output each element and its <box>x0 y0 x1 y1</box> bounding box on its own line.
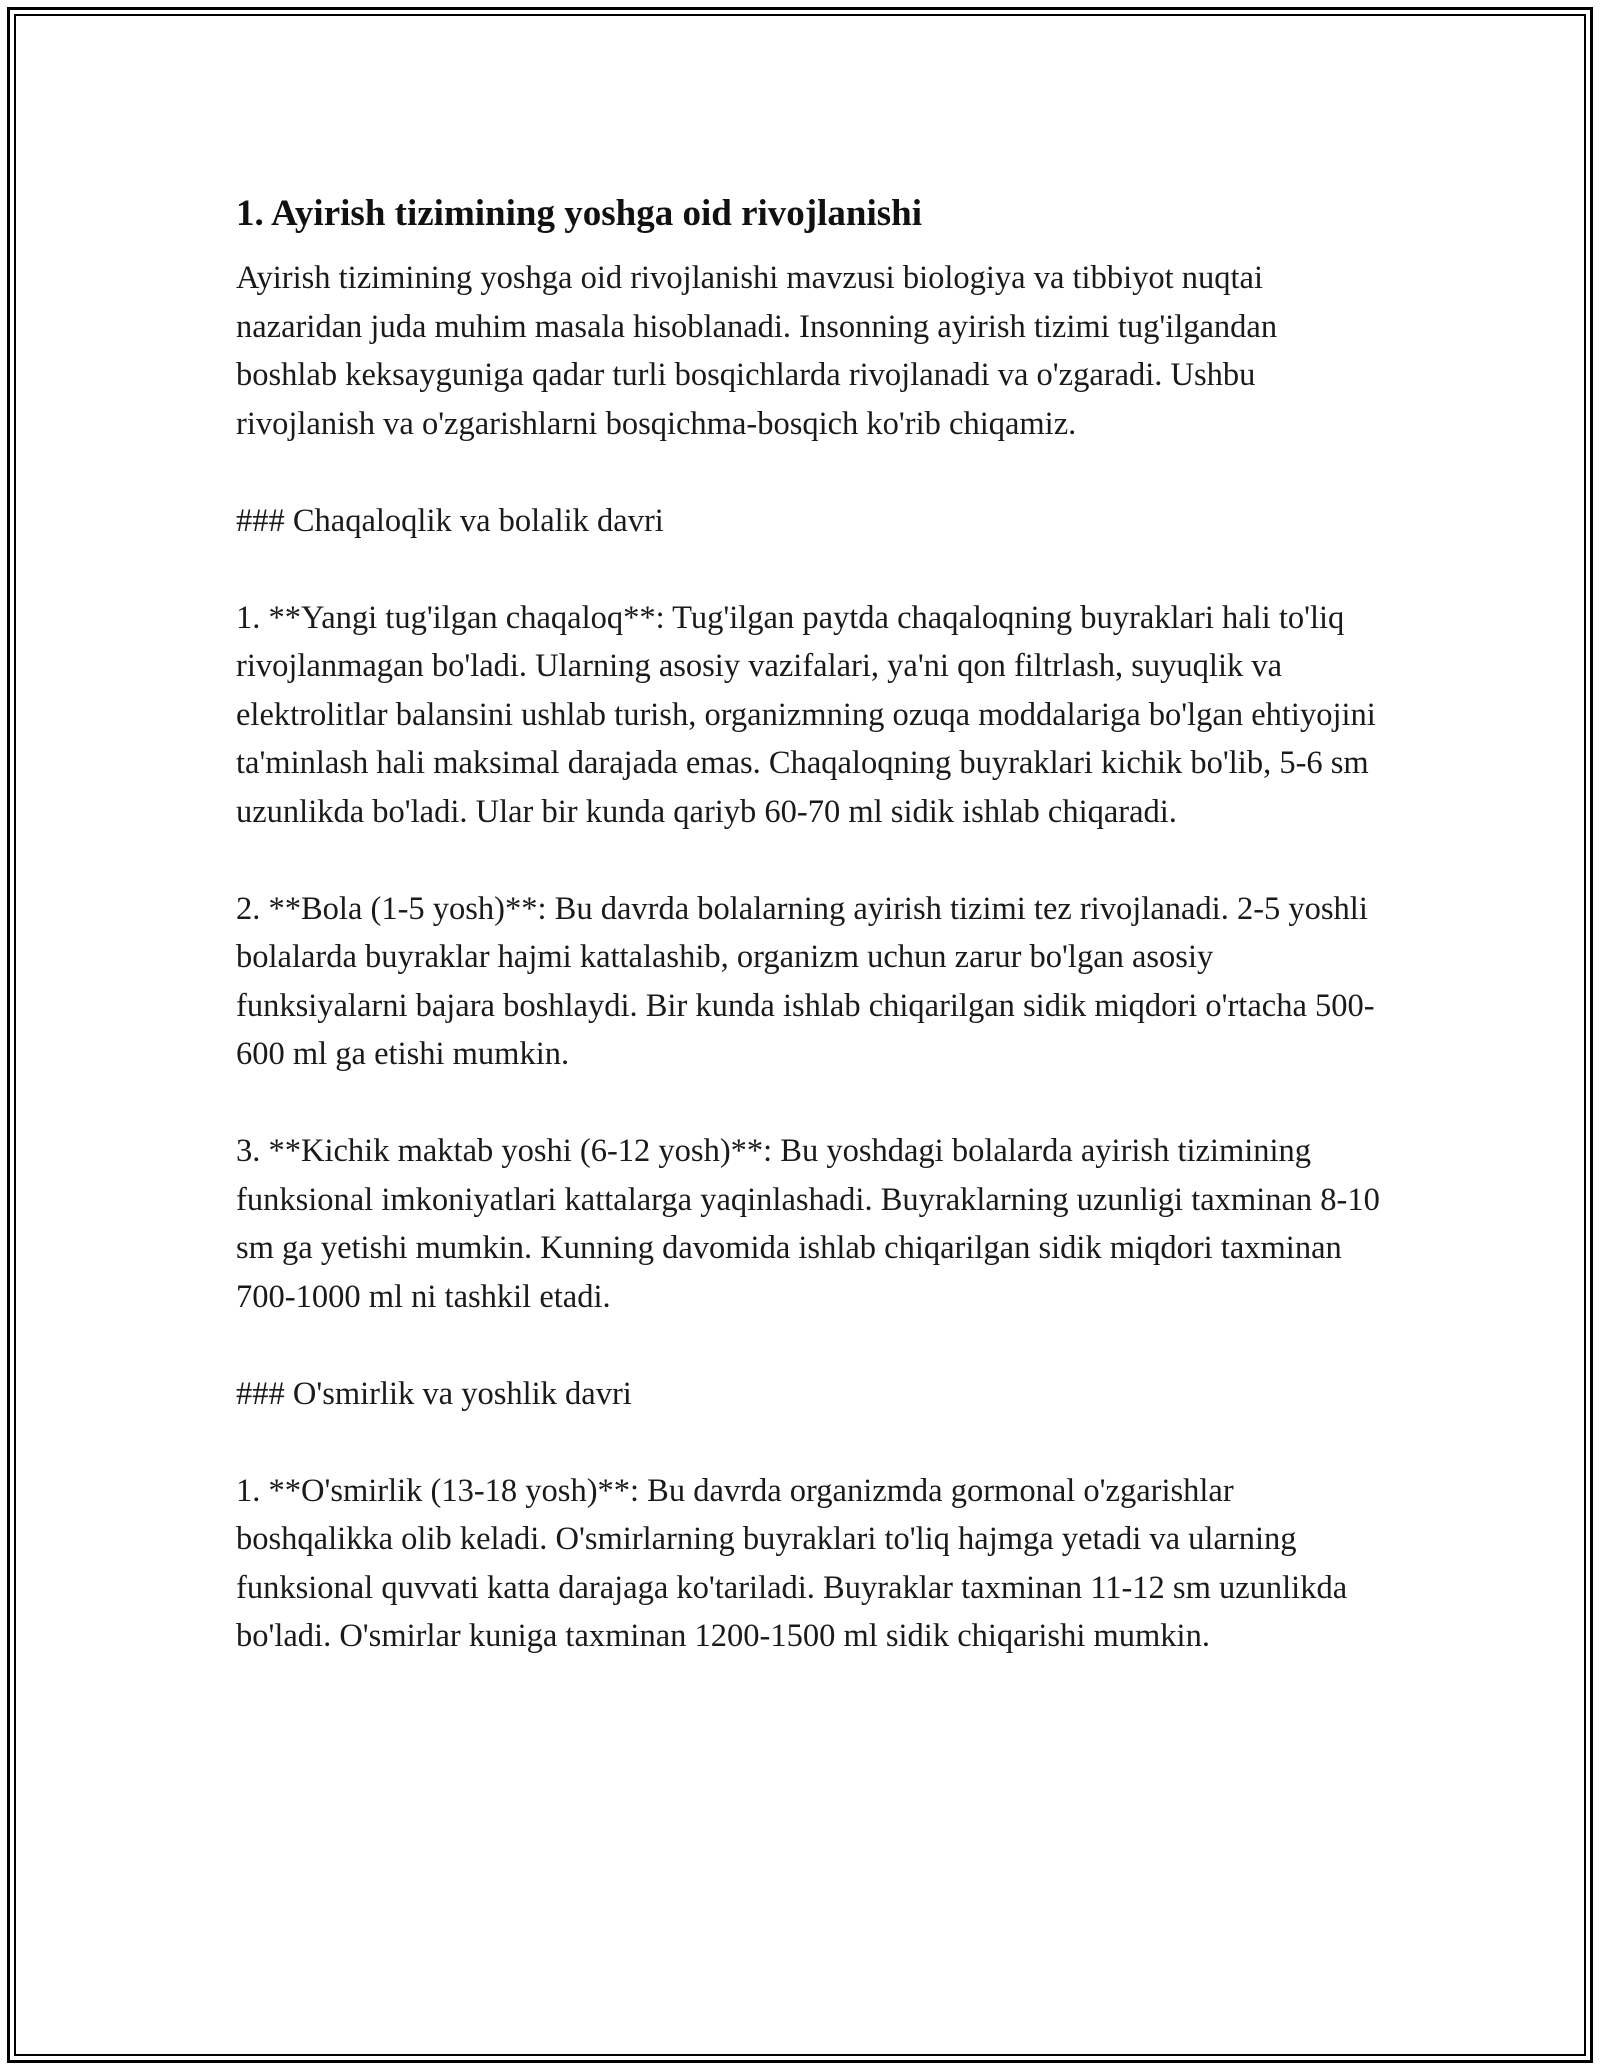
list-item-newborn: 1. **Yangi tug'ilgan chaqaloq**: Tug'ilgan paytda chaqaloqning buyraklari hali to'liq rivojlanmagan bo'ladi. Ularning asosiy vazifalari, ya'ni qon filtrlash, suyuqlik va elektrolitlar balansini ushlab turish, organizmning ozuqa moddalariga bo'lgan ehtiyojini ta'minlash hali maksimal darajada emas. Chaqaloqning buyraklari kichik bo'lib, 5-6 sm uzunlikda bo'ladi. Ular bir kunda qariyb 60-70 ml sidik ishlab chiqaradi. <box>236 599 1376 830</box>
section-heading-childhood: ### Chaqaloqlik va bolalik davri <box>236 502 664 539</box>
section-heading-adolescence: ### O'smirlik va yoshlik davri <box>236 1375 632 1412</box>
intro-paragraph: Ayirish tizimining yoshga oid rivojlanishi mavzusi biologiya va tibbiyot nuqtai nazaridan juda muhim masala hisoblanadi. Insonning ayirish tizimi tug'ilgandan boshlab keksayguniga qadar turli bosqichlarda rivojlanadi va o'zgaradi. Ushbu rivojlanish va o'zgarishlarni bosqichma-bosqich ko'rib chiqamiz. <box>236 260 1278 442</box>
list-item-child: 2. **Bola (1-5 yosh)**: Bu davrda bolalarning ayirish tizimi tez rivojlanadi. 2-5 yoshli bolalarda buyraklar hajmi kattalashib, organizm uchun zarur bo'lgan asosiy funksiyalarni bajara boshlaydi. Bir kunda ishlab chiqarilgan sidik miqdori o'rtacha 500-600 ml ga etishi mumkin. <box>236 890 1375 1072</box>
list-item-school-age: 3. **Kichik maktab yoshi (6-12 yosh)**: Bu yoshdagi bolalarda ayirish tizimining funksional imkoniyatlari kattalarga yaqinlashadi. Buyraklarning uzunligi taxminan 8-10 sm ga yetishi mumkin. Kunning davomida ishlab chiqarilgan sidik miqdori taxminan 700-1000 ml ni tashkil etadi. <box>236 1133 1380 1315</box>
document-title: 1. Ayirish tizimining yoshga oid rivojlanishi <box>236 193 922 234</box>
list-item-adolescence: 1. **O'smirlik (13-18 yosh)**: Bu davrda organizmda gormonal o'zgarishlar boshqalikka olib keladi. O'smirlarning buyraklari to'liq hajmga yetadi va ularning funksional quvvati katta darajaga ko'tariladi. Buyraklar taxminan 11-12 sm uzunlikda bo'ladi. O'smirlar kuniga taxminan 1200-1500 ml sidik chiqarishi mumkin. <box>236 1472 1348 1654</box>
document-body <box>236 186 1386 1661</box>
